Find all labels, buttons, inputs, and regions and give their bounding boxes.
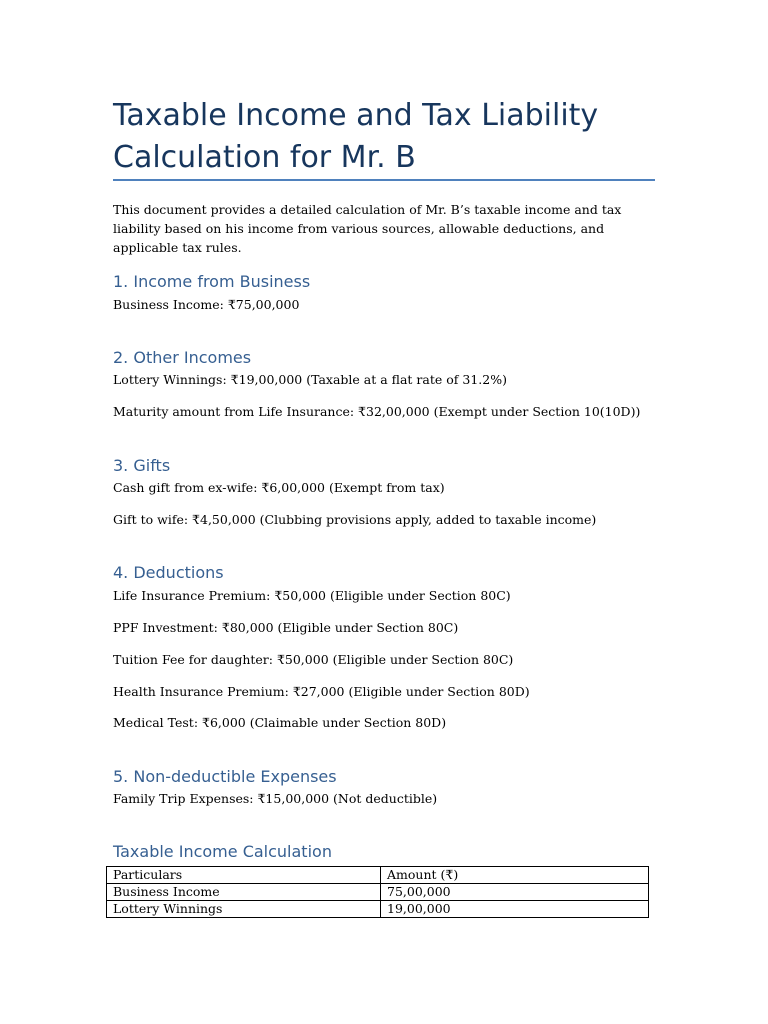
cash-gift-line: Cash gift from ex-wife: ₹6,00,000 (Exempt from tax) <box>113 480 445 495</box>
family-trip-line: Family Trip Expenses: ₹15,00,000 (Not deductible) <box>113 791 438 806</box>
medical-test-line: Medical Test: ₹6,000 (Claimable under Section 80D) <box>113 715 447 730</box>
table-row <box>107 901 649 918</box>
section-heading-other-incomes: 2. Other Incomes <box>113 348 252 367</box>
title-divider <box>113 179 655 181</box>
health-insurance-line: Health Insurance Premium: ₹27,000 (Eligible under Section 80D) <box>113 684 530 699</box>
tuition-fee-line: Tuition Fee for daughter: ₹50,000 (Eligible under Section 80C) <box>113 652 514 667</box>
section-heading-deductions: 4. Deductions <box>113 563 224 582</box>
table-row <box>107 884 649 901</box>
table-cell: Business Income <box>107 884 381 901</box>
table-header-row <box>107 867 649 884</box>
document-title: Taxable Income and Tax Liability Calculation for Mr. B <box>113 98 599 175</box>
section-heading-taxable-income: Taxable Income Calculation <box>113 842 332 861</box>
lottery-winnings-line: Lottery Winnings: ₹19,00,000 (Taxable at a flat rate of 31.2%) <box>113 372 507 387</box>
taxable-income-table <box>106 866 649 918</box>
table-cell: Lottery Winnings <box>107 901 381 918</box>
table-cell: 19,00,000 <box>381 901 649 918</box>
section-heading-business: 1. Income from Business <box>113 272 311 291</box>
section-heading-gifts: 3. Gifts <box>113 456 171 475</box>
business-income-line: Business Income: ₹75,00,000 <box>113 297 300 312</box>
ppf-investment-line: PPF Investment: ₹80,000 (Eligible under Section 80C) <box>113 620 459 635</box>
life-insurance-premium-line: Life Insurance Premium: ₹50,000 (Eligible under Section 80C) <box>113 588 511 603</box>
intro-paragraph: This document provides a detailed calculation of Mr. B’s taxable income and tax liability based on his income from various sources, allowable deductions, and applicable tax rules. <box>113 202 622 255</box>
life-insurance-maturity-line: Maturity amount from Life Insurance: ₹32,00,000 (Exempt under Section 10(10D)) <box>113 404 641 419</box>
gift-to-wife-line: Gift to wife: ₹4,50,000 (Clubbing provisions apply, added to taxable income) <box>113 512 597 527</box>
section-heading-non-deductible: 5. Non-deductible Expenses <box>113 767 337 786</box>
table-header-cell: Particulars <box>107 867 381 884</box>
table-cell: 75,00,000 <box>381 884 649 901</box>
table-header-cell: Amount (₹) <box>381 867 649 884</box>
